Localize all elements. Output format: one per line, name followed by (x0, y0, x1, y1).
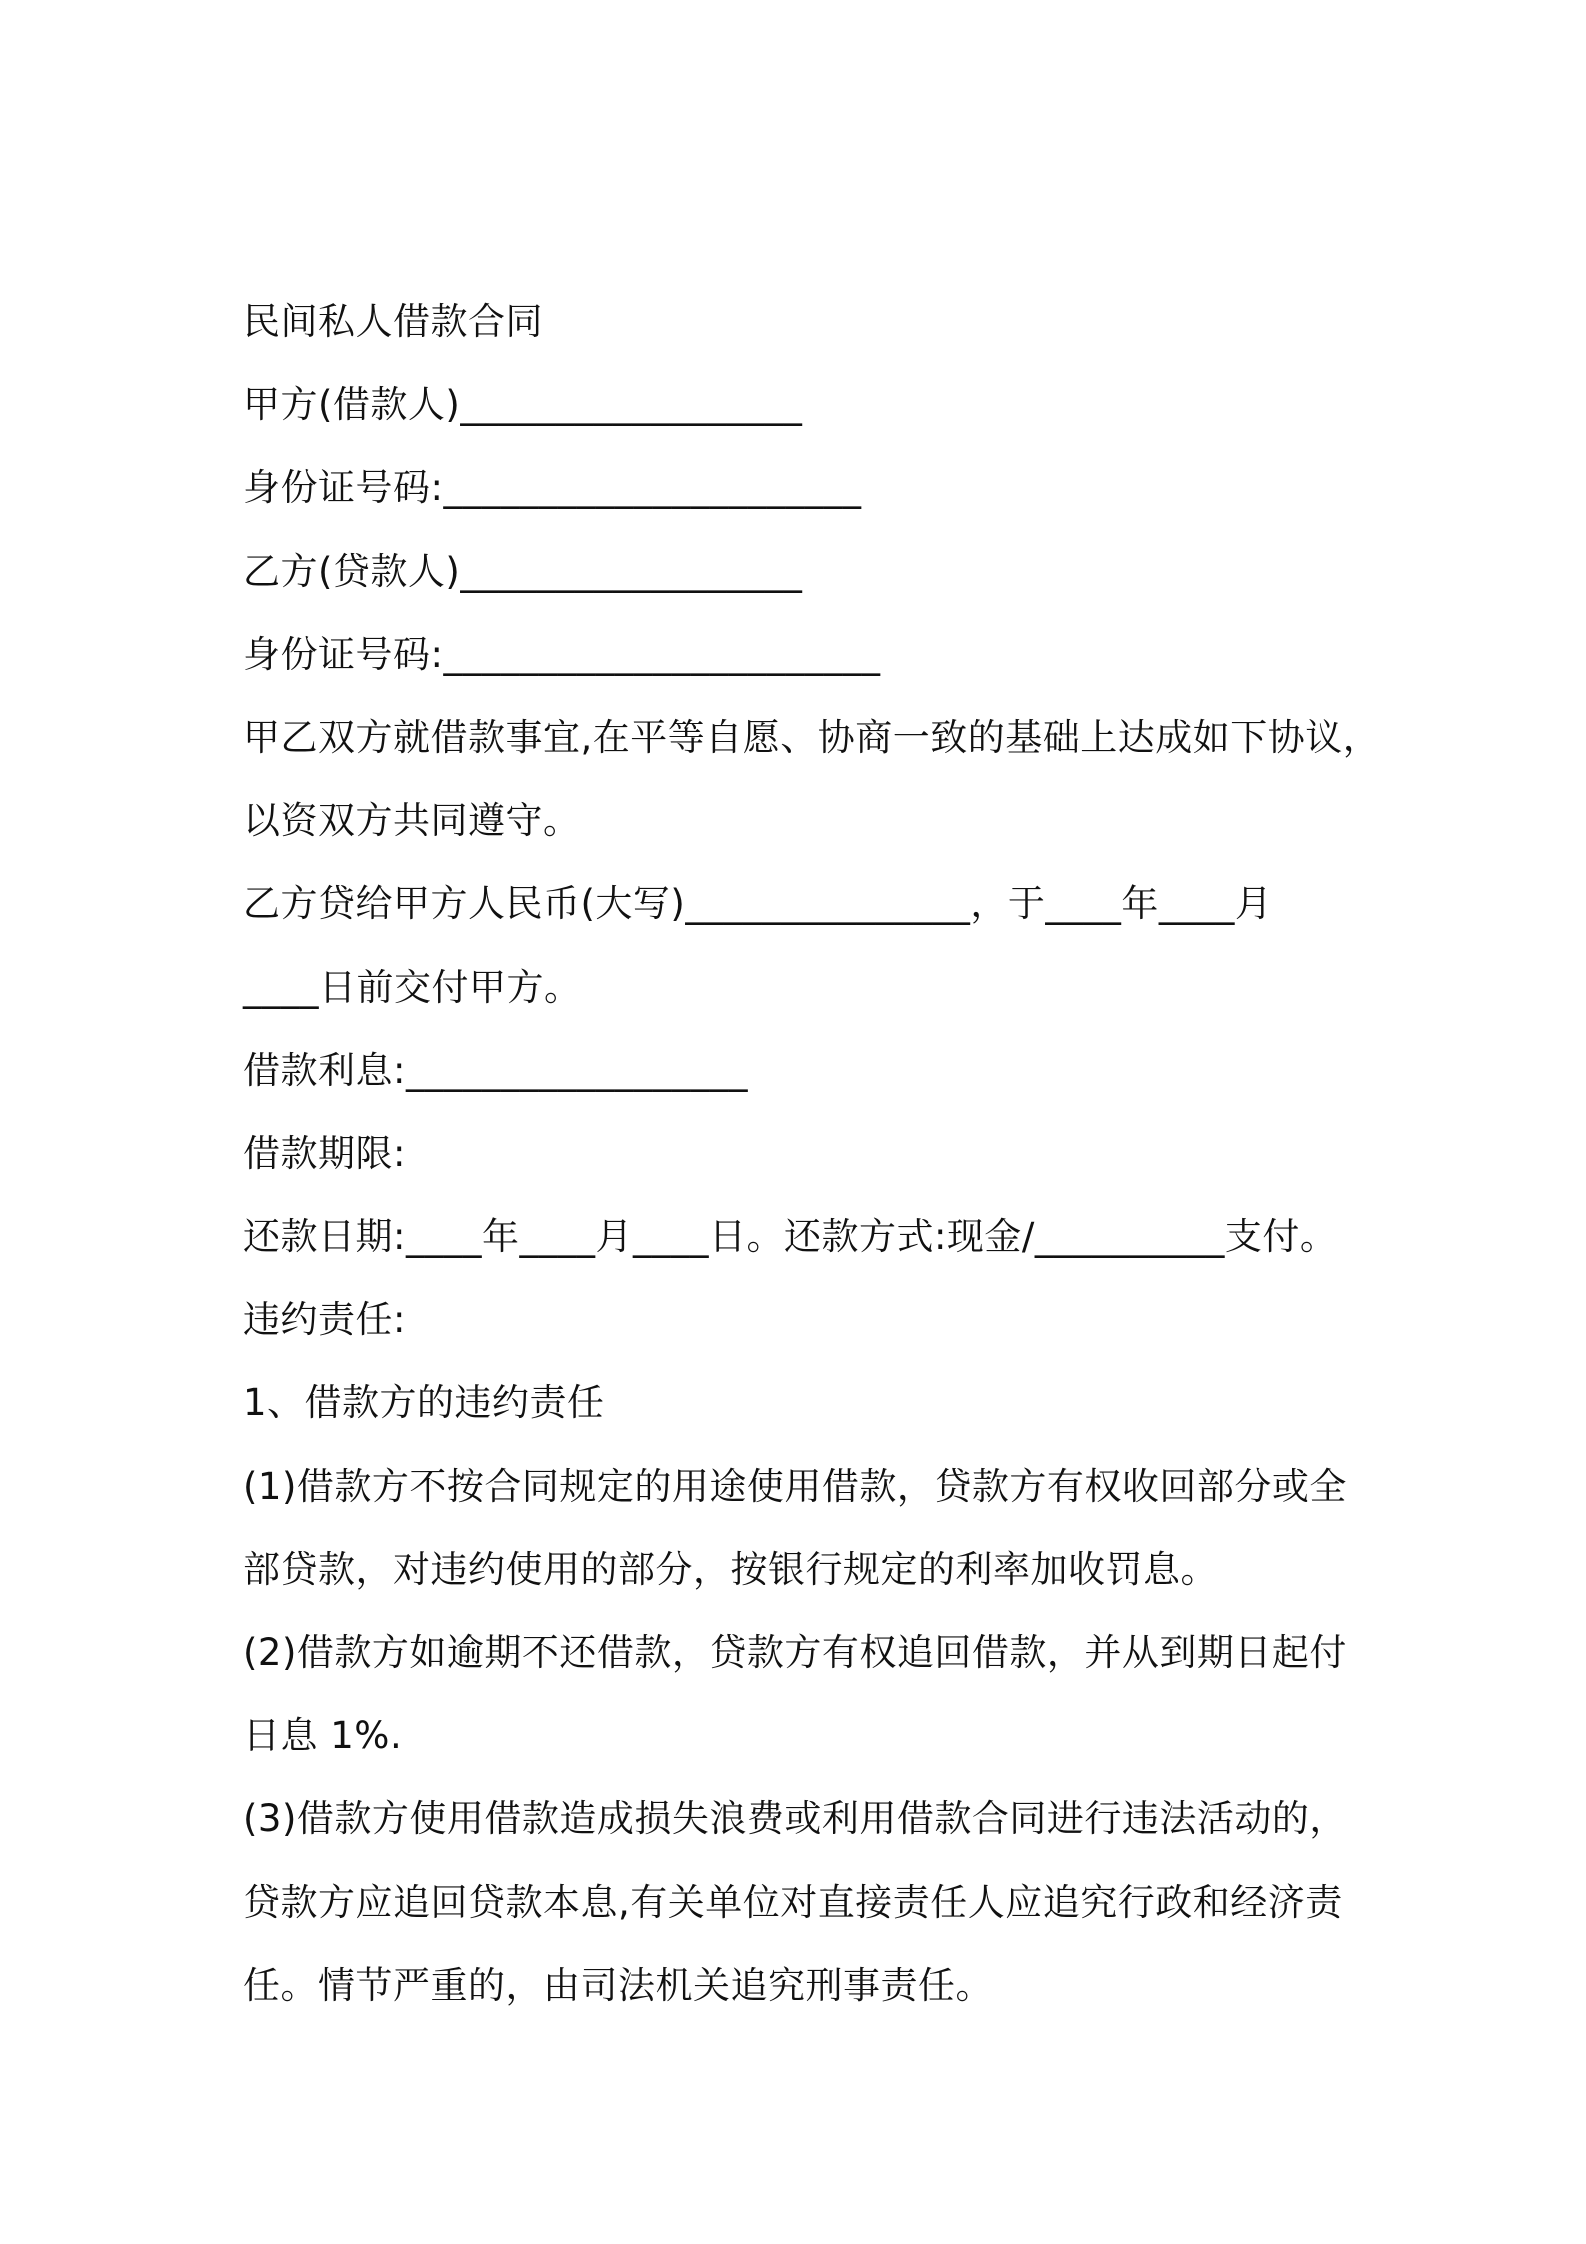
loan-amount-line-1: 乙方贷给甲方人民币(大写)_______________，于____年____月 (243, 882, 1273, 926)
document-title: 民间私人借款合同 (243, 300, 543, 343)
repayment-date-method: 还款日期:____年____月____日。还款方式:现金/__________支付。 (243, 1215, 1338, 1259)
clause-3-line-1: (3)借款方使用借款造成损失浪费或利用借款合同进行违法活动的， (243, 1797, 1347, 1841)
clause-2-line-1: (2)借款方如逾期不还借款，贷款方有权追回借款，并从到期日起付 (243, 1631, 1347, 1674)
contract-body (243, 280, 1393, 2027)
clause-3-line-3: 任。情节严重的，由司法机关追究刑事责任。 (243, 1963, 993, 2007)
clause-1-line-2: 部贷款，对违约使用的部分，按银行规定的利率加收罚息。 (243, 1547, 1218, 1591)
borrower-liability-heading: 1、借款方的违约责任 (243, 1381, 605, 1425)
party-b-lender: 乙方(贷款人)__________________ (243, 549, 803, 593)
party-a-id-number: 身份证号码:______________________ (243, 466, 862, 510)
clause-1-line-1: (1)借款方不按合同规定的用途使用借款，贷款方有权收回部分或全 (243, 1464, 1347, 1508)
loan-term: 借款期限: (243, 1131, 406, 1175)
agreement-intro-line-1: 甲乙双方就借款事宜,在平等自愿、协商一致的基础上达成如下协议， (243, 715, 1381, 759)
loan-amount-line-2: ____日前交付甲方。 (243, 965, 582, 1009)
agreement-intro-line-2: 以资双方共同遵守。 (243, 799, 581, 843)
liability-heading: 违约责任: (243, 1298, 406, 1342)
party-b-id-number: 身份证号码:_______________________ (243, 632, 881, 676)
clause-3-line-2: 贷款方应追回贷款本息,有关单位对直接责任人应追究行政和经济责 (243, 1880, 1343, 1924)
party-a-borrower: 甲方(借款人)__________________ (243, 383, 803, 427)
clause-2-line-2: 日息 1%. (243, 1714, 403, 1758)
loan-interest: 借款利息:__________________ (243, 1048, 748, 1092)
